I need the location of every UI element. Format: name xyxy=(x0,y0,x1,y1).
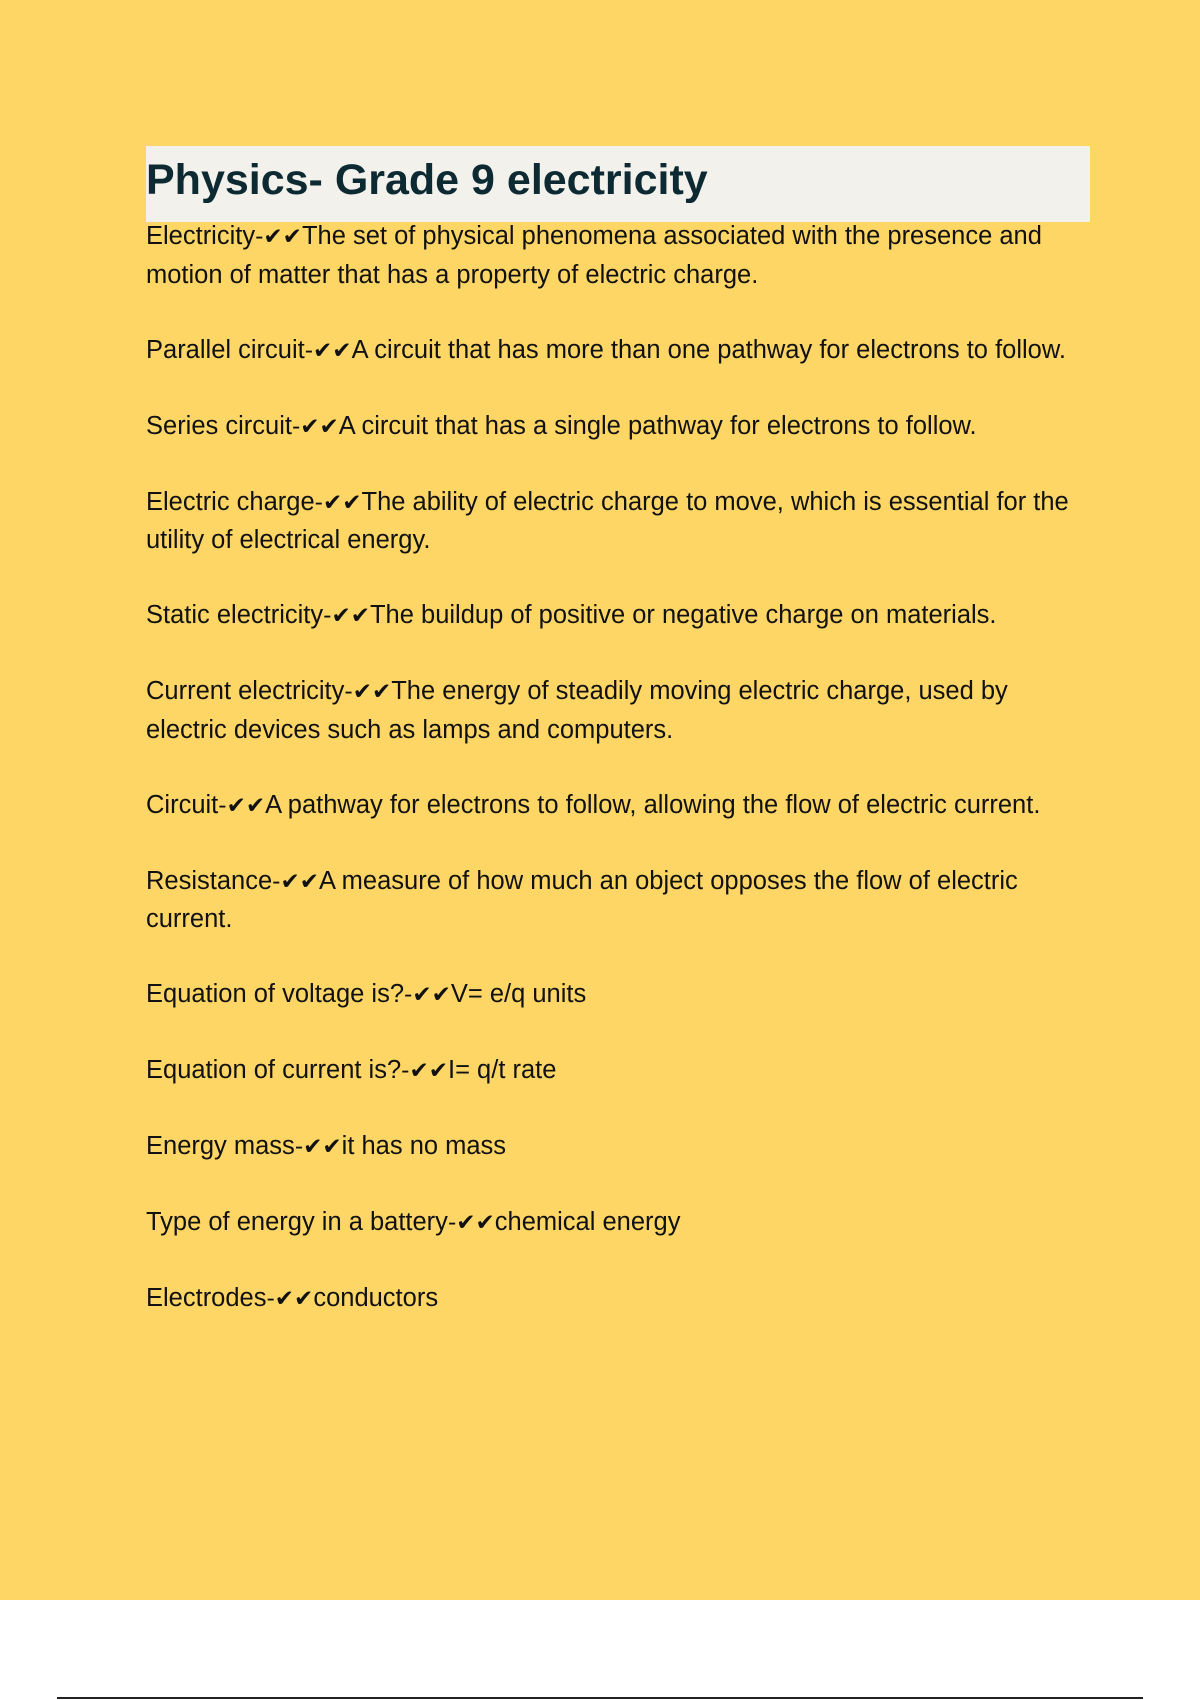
entry-definition: A circuit that has more than one pathway for electrons to follow. xyxy=(351,335,1066,364)
title-bar xyxy=(146,146,1090,222)
double-check-icon: -✔✔ xyxy=(266,1286,314,1312)
entry-term: Parallel circuit xyxy=(146,335,305,364)
list-item xyxy=(146,484,1091,560)
entry-term: Electric charge xyxy=(146,487,315,516)
entry-term: Static electricity xyxy=(146,601,324,629)
list-item xyxy=(146,787,1091,826)
list-item xyxy=(146,1128,1091,1167)
list-item xyxy=(146,976,1091,1015)
entry-term: Equation of voltage is? xyxy=(146,980,405,1008)
double-check-icon: -✔✔ xyxy=(218,792,266,819)
entry-definition: The ability of electric charge to move, which is essential for the utility of electrical energy. xyxy=(146,487,1069,554)
double-check-icon: -✔✔ xyxy=(294,1134,342,1160)
list-item xyxy=(146,218,1091,294)
entry-definition: conductors xyxy=(313,1284,439,1312)
entry-definition: A measure of how much an object opposes the flow of electric current. xyxy=(146,866,1018,933)
entry-definition: The buildup of positive or negative charge on materials. xyxy=(369,601,997,629)
double-check-icon: -✔✔ xyxy=(255,224,302,250)
divider xyxy=(57,1697,1143,1699)
entry-definition: The energy of steadily moving electric charge, used by electric devices such as lamps and computers. xyxy=(146,677,1008,744)
entry-term: Energy mass xyxy=(146,1132,295,1160)
double-check-icon: -✔✔ xyxy=(447,1210,495,1236)
entry-term: Circuit xyxy=(146,790,219,819)
entry-definition: V= e/q units xyxy=(450,980,587,1008)
entry-term: Type of energy in a battery xyxy=(146,1208,448,1236)
entry-term: Series circuit xyxy=(146,411,292,440)
entry-term: Resistance xyxy=(146,866,273,895)
list-item xyxy=(146,1280,1091,1319)
entry-definition: it has no mass xyxy=(341,1132,507,1160)
double-check-icon: -✔✔ xyxy=(404,982,451,1008)
double-check-icon: -✔✔ xyxy=(323,603,370,629)
entry-term: Electricity xyxy=(146,222,256,250)
list-item xyxy=(146,408,1091,447)
entry-term: Current electricity xyxy=(146,677,345,705)
double-check-icon: -✔✔ xyxy=(314,489,362,516)
double-check-icon: -✔✔ xyxy=(272,868,319,895)
double-check-icon: -✔✔ xyxy=(304,337,352,364)
entry-term: Equation of current is? xyxy=(146,1056,402,1084)
entry-definition: I= q/t rate xyxy=(448,1056,557,1084)
list-item xyxy=(146,1204,1091,1243)
entry-definition: A pathway for electrons to follow, allowing the flow of electric current. xyxy=(265,790,1041,819)
double-check-icon: -✔✔ xyxy=(291,413,339,440)
page-title: Physics- Grade 9 electricity xyxy=(146,156,708,204)
list-item xyxy=(146,332,1091,371)
list-item xyxy=(146,673,1091,749)
entry-definition: A circuit that has a single pathway for electrons to follow. xyxy=(338,411,977,440)
entry-definition: chemical energy xyxy=(494,1208,681,1236)
flashcard-list xyxy=(146,218,1091,1356)
entry-definition: The set of physical phenomena associated with the presence and motion of matter that has a property of electric charge. xyxy=(146,222,1042,289)
entry-term: Electrodes xyxy=(146,1284,267,1312)
double-check-icon: -✔✔ xyxy=(401,1058,448,1084)
list-item xyxy=(146,863,1091,939)
double-check-icon: -✔✔ xyxy=(344,679,392,705)
list-item xyxy=(146,597,1091,636)
list-item xyxy=(146,1052,1091,1091)
